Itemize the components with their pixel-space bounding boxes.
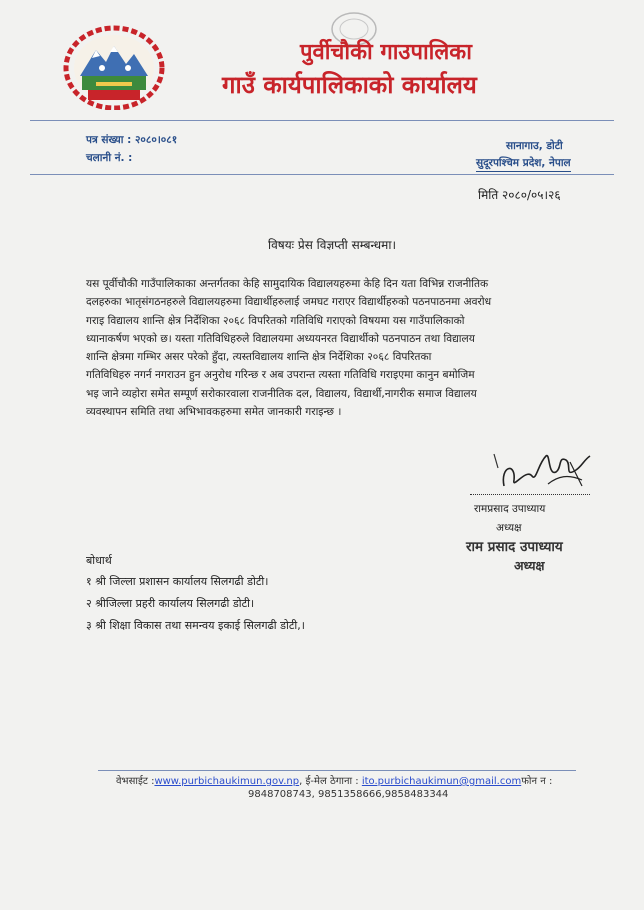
patra-sankhya: पत्र संख्या : २०८०।०८१ bbox=[86, 134, 178, 146]
body-line: भइ जाने व्यहोरा समेत सम्पूर्ण सरोकारवाला राजनीतिक दल, विद्यालय, विद्यार्थी,नागरीक समाज विद्यालय bbox=[86, 387, 477, 400]
signatory-role: अध्यक्ष bbox=[496, 522, 522, 534]
letter-date: मिति २०८०/०५।२६ bbox=[478, 188, 561, 202]
footer-phones: 9848708743, 9851358666,9858483344 bbox=[248, 789, 449, 800]
office-province: सुदूरपश्चिम प्रदेश, नेपाल bbox=[476, 156, 571, 172]
cc-item: २ श्रीजिल्ला प्रहरी कार्यालय सिलगढी डोटी। bbox=[86, 597, 255, 610]
phone-label: फोन न : bbox=[521, 776, 553, 787]
signature-icon bbox=[486, 446, 596, 498]
footer-rule bbox=[98, 770, 576, 771]
signatory-name: रामप्रसाद उपाध्याय bbox=[474, 503, 546, 515]
body-line: ध्यानाकर्षण भएको छ। यस्ता गतिविधिहरुले विद्यालयमा अध्ययनरत विद्यार्थीको पठनपाठन तथा विद्यालय bbox=[86, 332, 475, 345]
chalani-number: चलानी नं. : bbox=[86, 152, 133, 164]
body-line: गतिविधिहरु नगर्न नगराउन हुन अनुरोध गरिन्छ र अब उपरान्त त्यस्ता गतिविधि गराइएमा कानुन बमोजिम bbox=[86, 369, 475, 382]
footer-contact bbox=[116, 773, 552, 787]
stamp-name: राम प्रसाद उपाध्याय bbox=[466, 539, 563, 555]
header-rule-2 bbox=[30, 174, 614, 175]
letter-subject: विषयः प्रेस विज्ञप्ती सम्बन्धमा। bbox=[268, 238, 397, 252]
body-line: व्यवस्थापन समिति तथा अभिभावकहरुमा समेत जानकारी गराइन्छ । bbox=[86, 406, 342, 419]
letterhead-title-2: गाउँ कार्यपालिकाको कार्यालय bbox=[222, 71, 477, 99]
government-emblem-icon bbox=[62, 24, 166, 110]
body-line: गराइ विद्यालय शान्ति क्षेत्र निर्देशिका २०६८ विपरितको गतिविधि गराएको विषयमा यस गाउँपालिकाको bbox=[86, 314, 465, 327]
stamp-role: अध्यक्ष bbox=[514, 558, 545, 573]
cc-item: ३ श्री शिक्षा विकास तथा समन्वय इकाई सिलगढी डोटी,। bbox=[86, 619, 305, 632]
letter-body bbox=[86, 275, 586, 421]
email-link[interactable]: ito.purbichaukimun@gmail.com bbox=[361, 776, 522, 787]
bodhartha-label: बोधार्थ bbox=[86, 554, 112, 567]
body-line: यस पूर्वीचौकी गाउँपालिकाका अन्तर्गतका केहि सामुदायिक विद्यालयहरुमा केहि दिन यता विभिन्न राजनीतिक bbox=[86, 278, 489, 290]
website-link[interactable]: www.purbichaukimun.gov.np bbox=[154, 776, 300, 787]
website-label: वेभसाईट : bbox=[116, 776, 155, 787]
cc-item: १ श्री जिल्ला प्रशासन कार्यालय सिलगढी डोटी। bbox=[86, 575, 269, 588]
body-line: शान्ति क्षेत्रमा गम्भिर असर परेको हुँदा, त्यस्तविद्यालय शान्ति क्षेत्र निर्देशिका २०६८ विपरितका bbox=[86, 351, 432, 364]
letterhead-title-1: पुर्वीचौकी गाउपालिका bbox=[300, 40, 472, 65]
header-rule bbox=[30, 120, 614, 121]
office-place: सानागाउ, डोटी bbox=[506, 140, 563, 152]
email-label: , ई-मेल ठेगाना : bbox=[299, 776, 359, 787]
body-line: दलहरुका भातृसंगठनहरुले विद्यालयहरुमा विद्यार्थीहरुलाई जमघट गराएर विद्यार्थीहरुको पठनपाठनमा अवरोध bbox=[86, 296, 492, 309]
signature-line bbox=[470, 494, 590, 495]
